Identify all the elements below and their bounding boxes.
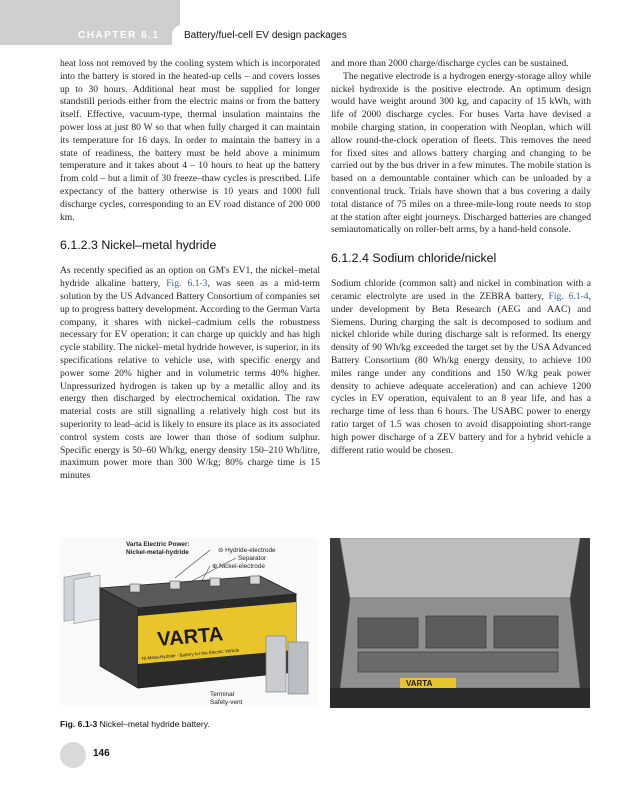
figure-title-line2: Nickel-metal-hydride bbox=[126, 549, 189, 556]
figure-title-line1: Varta Electric Power: bbox=[126, 541, 190, 548]
left-column bbox=[60, 58, 320, 483]
brand-logo: VARTA bbox=[156, 623, 225, 651]
figure-link[interactable]: Fig. 6.1-3 bbox=[166, 278, 208, 290]
paragraph bbox=[331, 278, 591, 457]
label-separator: Separator bbox=[238, 555, 267, 562]
paragraph: The negative electrode is a hydrogen energy-storage alloy while nickel hydroxide is the positive electrode. An optimum design would have weight around 300 kg, and capacity of 15 kWh, with life of 2000 discharge cycles. For buses Varta have devised a mobile charging station, in cooperation with Neoplan, which will allow round-the-clock operation of fleets. This removes the need for fixed sites and allows battery charging and changing to be carried out by the bus driver in a few minutes. The mobile station is based on a demountable container which can be unloaded by a conventional truck. Trials have shown that a bus covering a daily total distance of 75 miles on a three-mile-long route needs to stop at the station after eight journeys. Discharged batteries are changed semiautomatically on roller-belt arms, by a hand-held console. bbox=[331, 70, 591, 236]
paragraph: heat loss not removed by the cooling system which is incorporated into the battery is stored in the heated-up cells – and covers losses up to 30 hours. Additional heat must be supplied for longer standstill periods either from the electric mains or from the battery itself. Effective, vacuum-type, thermal insulation maintains the power loss at just 80 W so that when fully charged it can maintain its temperature for 16 days. In order to maintain the battery in a state of readiness, the battery must be held above a minimum temperature and it takes about 4 – 10 hours to heat up the battery from cold – but a limit of 30 freeze–thaw cycles is prescribed. Life expectancy of the battery otherwise is 10 years and 1000 full discharge cycles, corresponding to an EV road distance of 200 000 km. bbox=[60, 58, 320, 223]
label-hydride-electrode: ⊖ Hydride-electrode bbox=[218, 547, 276, 554]
caption-text: Nickel–metal hydride battery. bbox=[97, 719, 210, 729]
single-cell bbox=[266, 636, 286, 692]
figure-caption bbox=[60, 719, 210, 729]
chapter-label: CHAPTER 6.1 bbox=[78, 30, 160, 41]
cell-plate bbox=[74, 575, 100, 624]
text-run: , under development by Beta Research (AEG and AAC) and Siemens. During charging the salt is decomposed to sodium and nickel chloride while during discharge salt is reformed. Its energy density of 90 Wh/kg exceeded the target set by the USA Advanced Battery Consortium (80 Wh/kg energy density, to achieve 100 miles range under any conditions and 150 W/kg peak power density to achieve adequate acceleration) and can achieve 1200 cycles in EV operation, equivalent to an 8 year life, and has a recharge time of less than 6 hours. The USABC power to energy ratio target of 1.5 was chosen to avoid disappointing short-range high power discharge of a ZEV battery and for a hybrid vehicle a different ratio would be chosen. bbox=[331, 290, 591, 456]
single-cell bbox=[288, 642, 308, 694]
band-text: Ni-Metal-Hydride · Battery for the Electric Vehicle bbox=[141, 647, 240, 661]
label-nickel-electrode: ⊕ Nickel-electrode bbox=[212, 563, 265, 570]
paragraph bbox=[60, 265, 320, 483]
floor bbox=[330, 688, 590, 708]
module-row bbox=[358, 652, 558, 672]
caption-label: Fig. 6.1-3 bbox=[60, 719, 98, 729]
running-title: Battery/fuel-cell EV design packages bbox=[184, 30, 347, 41]
module bbox=[358, 618, 418, 648]
battery-illustration bbox=[60, 538, 317, 706]
terminal-post bbox=[130, 584, 140, 592]
figure-battery-installation-photo bbox=[330, 538, 590, 708]
label-terminal: Terminal bbox=[210, 691, 235, 698]
brand-logo: VARTA bbox=[406, 679, 433, 688]
terminal-post bbox=[250, 576, 260, 584]
module bbox=[426, 616, 486, 648]
text-run: Sodium chloride (common salt) and nickel in combination with a ceramic electrolyte are used in the ZEBRA battery, bbox=[331, 278, 591, 302]
section-heading: 6.1.2.3 Nickel–metal hydride bbox=[60, 238, 217, 253]
installation-photo bbox=[330, 538, 590, 708]
open-lid bbox=[340, 538, 580, 598]
page-number-badge bbox=[60, 742, 86, 768]
text-run: As recently specified as an option on GM's EV1, the nickel–metal hydride alkaline battery, bbox=[60, 265, 320, 290]
figure-nimh-battery bbox=[60, 538, 317, 706]
page-number: 146 bbox=[93, 748, 110, 759]
terminal-post bbox=[170, 581, 180, 589]
right-column bbox=[331, 58, 591, 457]
terminal-post bbox=[210, 578, 220, 586]
text-run: , was seen as a mid-term solution by the US Advanced Battery Consortium of companies set up to progress battery development. According to the German Varta company, it shares with nickel–cadmium cells the robustness necessary for EV operation; it can charge up quickly and has high cycle stability. The nickel–metal hydride however, is superior, in its specifications relative to vehicle use, with specific energy and power some 20% higher and in volumetric terms 40% higher. Unpressurized hydrogen is taken up by a metallic alloy and its energy then discharged by electrochemical oxidation. The raw material costs are still signalling a relatively high cost but its superiority to lead–acid is likely to ensure its place as its associated control system costs are lower than those of sodium sulphur. Specific energy is 50–60 Wh/kg, energy density 150–210 Wh/litre, maximum power more than 300 W/kg; 80% charge time is 15 minutes bbox=[60, 278, 320, 482]
section-heading: 6.1.2.4 Sodium chloride/nickel bbox=[331, 251, 497, 266]
figure-link[interactable]: Fig. 6.1-4 bbox=[548, 290, 589, 302]
module bbox=[494, 616, 558, 648]
label-safety-vent: Safety-vent bbox=[210, 699, 243, 706]
paragraph: and more than 2000 charge/discharge cycles can be sustained. bbox=[331, 58, 569, 69]
